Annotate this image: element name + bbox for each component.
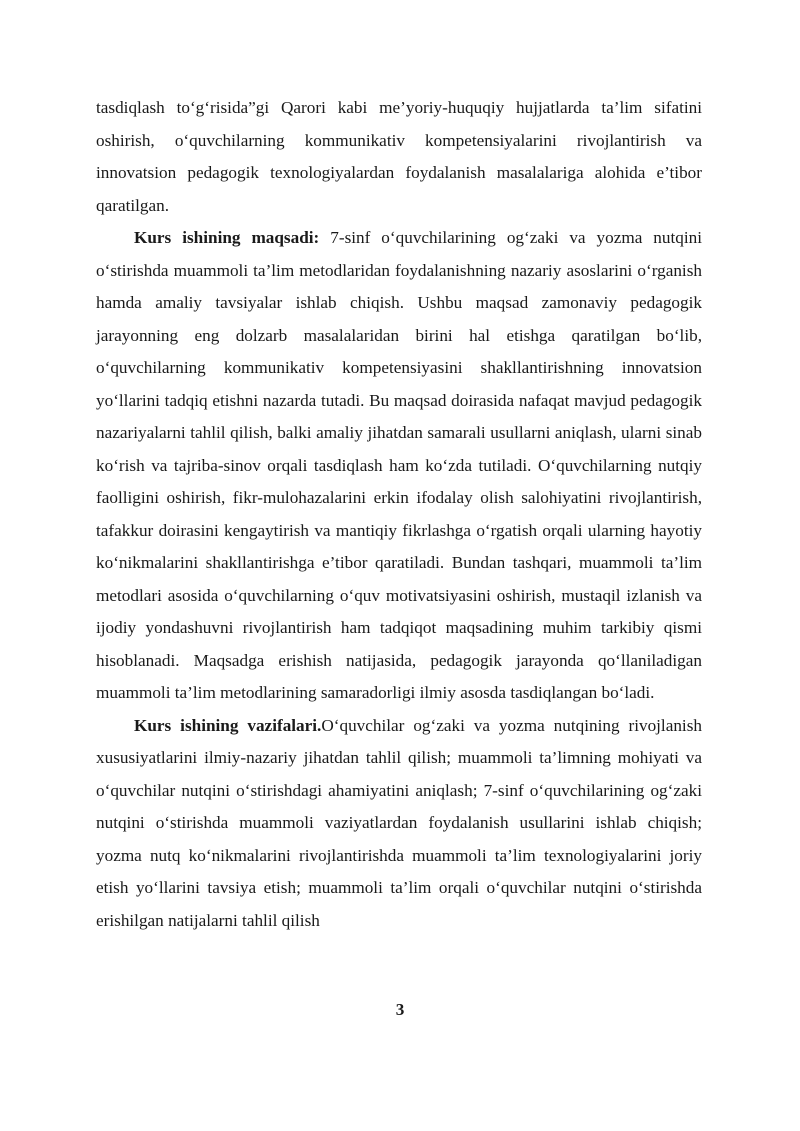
tasks-heading: Kurs ishining vazifalari. — [134, 715, 322, 735]
paragraph-intro — [96, 92, 702, 222]
paragraph-tasks — [96, 710, 702, 938]
document-page — [96, 92, 702, 937]
goal-heading: Kurs ishining maqsadi: — [134, 228, 320, 247]
paragraph-goal-text: 7-sinf o‘quvchilarining og‘zaki va yozma nutqini o‘stirishda muammoli ta’lim metodlaridan foydalanishning nazariy asoslarini o‘rganish hamda amaliy tavsiyalar ishlab chiqish. Ushbu maqsad zamonaviy pedagogik jarayonning eng dolzarb masalalaridan birini hal etishga qaratilgan bo‘lib, o‘quvchilarning kommunikativ kompetensiyasini shakllantirishning innovatsion yo‘llarini tadqiq etishni nazarda tutadi. Bu maqsad doirasida nafaqat mavjud pedagogik nazariyalarni tahlil qilish, balki amaliy jihatdan samarali usullarni aniqlash, ularni sinab ko‘rish va tajriba-sinov orqali tasdiqlash ham ko‘zda tutiladi. O‘quvchilarning nutqiy faolligini oshirish, fikr-mulohazalarini erkin ifodalay olish salohiyatini rivojlantirish, tafakkur doirasini kengaytirish va mantiqiy fikrlashga o‘rgatish orqali ularning hayotiy ko‘nikmalarini shakllantirishga e’tibor qaratiladi. Bundan tashqari, muammoli ta’lim metodlari asosida o‘quvchilarning o‘quv motivatsiyasini oshirish, mustaqil izlanish va ijodiy yondashuvni rivojlantirish ham tadqiqot maqsadining muhim tarkibiy qismi hisoblanadi. Maqsadga erishish natijasida, pedagogik jarayonda qo‘llaniladigan muammoli ta’lim metodlarining samaradorligi ilmiy asosda tasdiqlangan bo‘ladi. — [96, 228, 702, 702]
paragraph-intro-text: tasdiqlash to‘g‘risida”gi Qarori kabi me’yoriy-huquqiy hujjatlarda ta’lim sifatini oshirish, o‘quvchilarning kommunikativ kompetensiyalarini rivojlantirish va innovatsion pedagogik texnologiyalardan foydalanish masalalariga alohida e’tibor qaratilgan. — [96, 98, 702, 215]
paragraph-tasks-text: O‘quvchilar og‘zaki va yozma nutqining rivojlanish xususiyatlarini ilmiy-nazariy jihatdan tahlil qilish; muammoli ta’limning mohiyati va o‘quvchilar nutqini o‘stirishdagi ahamiyatini aniqlash; 7-sinf o‘quvchilarining og‘zaki nutqini o‘stirishda muammoli vaziyatlardan foydalanish usullarini ishlab chiqish; yozma nutq ko‘nikmalarini rivojlantirishda muammoli ta’lim texnologiyalarini joriy etish yo‘llarini tavsiya etish; muammoli ta’lim orqali o‘quvchilar nutqini o‘stirishda erishilgan natijalarni tahlil qilish — [96, 715, 702, 930]
page-number: 3 — [395, 1000, 405, 1019]
paragraph-goal — [96, 222, 702, 710]
